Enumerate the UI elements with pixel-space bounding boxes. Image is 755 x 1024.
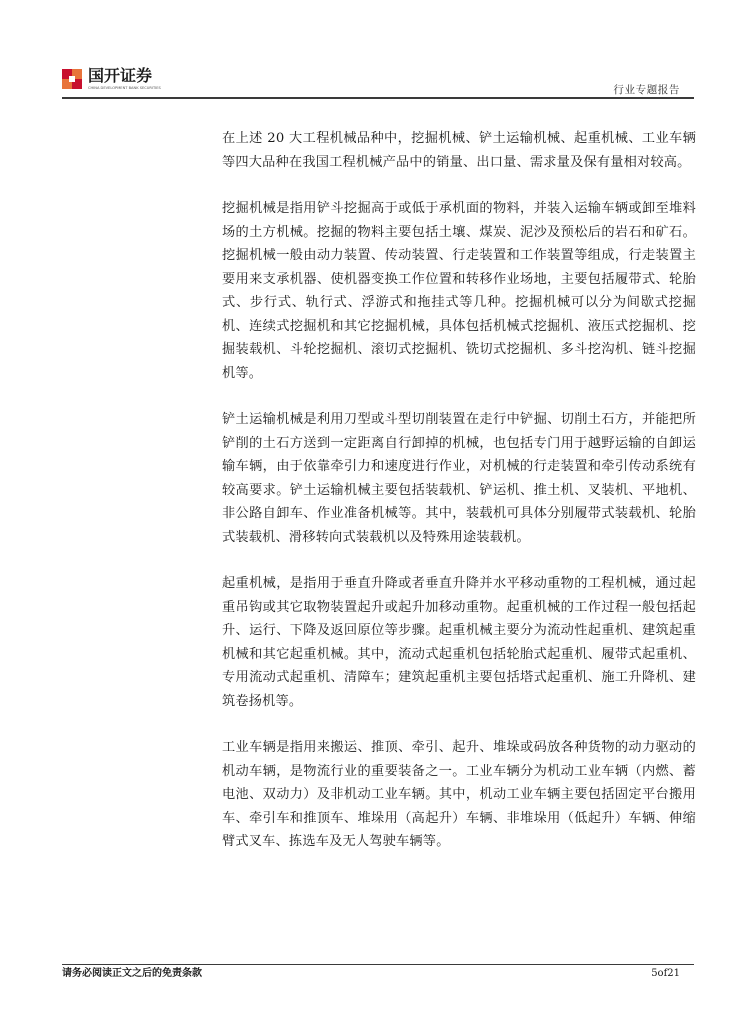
paragraph-intro: 在上述 20 大工程机械品种中，挖掘机械、铲土运输机械、起重机械、工业车辆等四大品种在我国工程机械产品中的销量、出口量、需求量及保有量相对较高。 [222, 131, 696, 170]
paragraph-lifting-machinery: 起重机械，是指用于垂直升降或者垂直升降并水平移动重物的工程机械，通过起重吊钩或其它取物装置起升或起升加移动重物。起重机械的工作过程一般包括起升、运行、下降及返回原位等步骤。起重机械主要分为流动性起重机、建筑起重机械和其它起重机械。其中，流动式起重机包括轮胎式起重机、履带式起重机、专用流动式起重机、清障车；建筑起重机主要包括塔式起重机、施工升降机、建筑卷扬机等。 [222, 576, 696, 709]
paragraph-industrial-vehicles: 工业车辆是指用来搬运、推顶、牵引、起升、堆垛或码放各种货物的动力驱动的机动车辆，是物流行业的重要装备之一。工业车辆分为机动工业车辆（内燃、蓄电池、双动力）及非机动工业车辆。其中，机动工业车辆主要包括固定平台搬用车、牵引车和推顶车、堆垛用（高起升）车辆、非堆垛用（低起升）车辆、伸缩臂式叉车、拣选车及无人驾驶车辆等。 [222, 740, 696, 849]
main-content [222, 127, 696, 877]
company-name-en: CHINA DEVELOPMENT BANK SECURITIES [88, 86, 161, 90]
page-number: 5of21 [651, 968, 680, 979]
company-name: 国开证券 [88, 66, 153, 85]
header-divider [62, 97, 694, 99]
paragraph-excavation-machinery: 挖掘机械是指用铲斗挖掘高于或低于承机面的物料，并装入运输车辆或卸至堆料场的土方机械。挖掘的物料主要包括土壤、煤炭、泥沙及预松后的岩石和矿石。挖掘机械一般由动力装置、传动装置、行走装置和工作装置等组成，行走装置主要用来支承机器、使机器变换工作位置和转移作业场地，主要包括履带式、轮胎式、步行式、轨行式、浮游式和拖挂式等几种。挖掘机械可以分为间歇式挖掘机、连续式挖掘机和其它挖掘机械，具体包括机械式挖掘机、液压式挖掘机、挖掘装载机、斗轮挖掘机、滚切式挖掘机、铣切式挖掘机、多斗挖沟机、链斗挖掘机等。 [222, 201, 696, 381]
paragraph-earthmoving-machinery: 铲土运输机械是利用刀型或斗型切削装置在走行中铲掘、切削土石方，并能把所铲削的土石方送到一定距离自行卸掉的机械，也包括专门用于越野运输的自卸运输车辆，由于依靠牵引力和速度进行作业，对机械的行走装置和牵引传动系统有较高要求。铲土运输机械主要包括装载机、铲运机、推土机、叉装机、平地机、非公路自卸车、作业准备机械等。其中，装载机可具体分别履带式装载机、轮胎式装载机、滑移转向式装载机以及特殊用途装载机。 [222, 412, 696, 545]
company-logo [62, 66, 262, 94]
report-type-label: 行业专题报告 [613, 84, 680, 96]
footer-divider [62, 964, 694, 965]
page-header [62, 66, 694, 96]
disclaimer-note: 请务必阅读正文之后的免责条款 [62, 968, 202, 979]
logo-mark-icon [62, 69, 82, 89]
